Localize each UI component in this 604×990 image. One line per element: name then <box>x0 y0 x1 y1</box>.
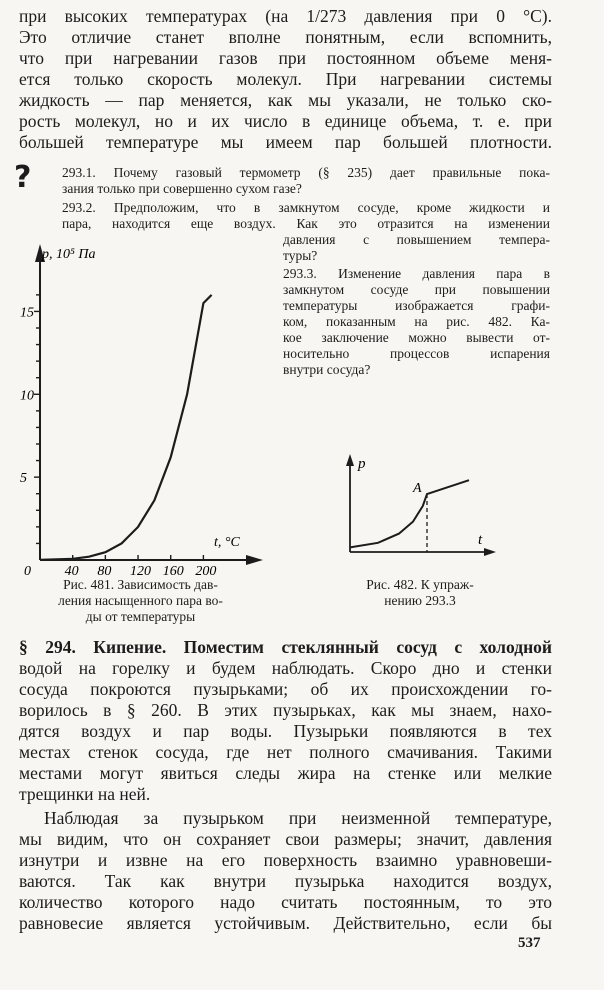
caption-line: ления насыщенного пара во- <box>58 593 223 608</box>
section-heading-line: § 294. Кипение. Поместим стеклянный сосуд с холодной <box>19 637 552 657</box>
caption-line: Рис. 481. Зависимость дав- <box>63 577 218 592</box>
caption-line: Рис. 482. К упраж- <box>366 577 474 592</box>
figure-482-chart <box>340 452 500 564</box>
caption-line: ды от температуры <box>85 609 196 624</box>
page-number: 537 <box>518 935 541 951</box>
y-tick-label: 10 <box>20 388 34 404</box>
text-line: Это отличие станет вполне понятным, если вспомнить, <box>19 27 552 47</box>
y-tick-label: 15 <box>20 305 34 321</box>
exercise-3-line: 293.3. Изменение давления пара в <box>283 266 550 281</box>
x-tick-label: 80 <box>97 564 112 575</box>
exercise-3-line: внутри сосуда? <box>283 362 371 377</box>
exercise-2-line: давления с повышением темпера- <box>283 232 550 247</box>
exercise-2-line: пара, находится еще воздух. Как это отразится на изменении <box>62 216 550 231</box>
text-line: ваются. Так как внутри пузырька находится воздух, <box>19 871 552 891</box>
x-axis-arrow <box>246 555 263 565</box>
text-line: большей температуре мы имеем пар большей плотности. <box>19 132 552 152</box>
text-line: ворилось в § 260. В этих пузырьках, как мы знаем, нахо- <box>19 700 552 720</box>
exercise-2-line: 293.2. Предположим, что в замкнутом сосуде, кроме жидкости и <box>62 200 550 215</box>
y-tick-label: 5 <box>20 471 27 487</box>
caption-line: нению 293.3 <box>384 593 456 608</box>
y-axis-arrow <box>346 454 354 466</box>
text-line: местами могут явиться следы жира на стенке или мелкие <box>19 763 552 783</box>
text-line: количество которого надо считать постоянным, то это <box>19 892 552 912</box>
text-line: рость молекул, но и их число в единице объема, т. е. при <box>19 111 552 131</box>
vapor-pressure-curve <box>40 295 212 560</box>
x-axis-label: t, °C <box>214 535 240 550</box>
text-line: местах стенок сосуда, где нет полного смачивания. Такими <box>19 742 552 762</box>
text-line: сосуда покроются пузырьками; об их происхождении го- <box>19 679 552 699</box>
exercise-1-line: 293.1. Почему газовый термометр (§ 235) дает правильные пока- <box>62 165 550 180</box>
exercise-3-line: замкнутом сосуде при повышении <box>283 282 550 297</box>
x-axis-label: t <box>478 532 483 548</box>
x-tick-label: 200 <box>195 564 217 575</box>
text-line: равновесие является устойчивым. Действительно, если бы <box>19 913 552 933</box>
question-mark-icon: ? <box>14 160 32 195</box>
x-tick-label: 0 <box>24 564 31 575</box>
text-line: мы видим, что он сохраняет свои размеры; значит, давления <box>19 829 552 849</box>
exercise-3-line: кое заключение можно вывести от- <box>283 330 550 345</box>
x-tick-label: 120 <box>130 564 152 575</box>
x-tick-label: 40 <box>64 564 79 575</box>
text-line: что при нагревании газов при постоянном объеме меня- <box>19 48 552 68</box>
exercise-2-line: туры? <box>283 248 318 263</box>
figure-482-caption <box>335 577 505 609</box>
exercise-1-line: зания только при совершенно сухом газе? <box>62 181 302 196</box>
x-axis-arrow <box>484 548 496 556</box>
text-line: жидкость — пар меняется, как мы указали, не только ско- <box>19 90 552 110</box>
y-axis-label: p, 10⁵ Па <box>42 247 96 262</box>
figure-481-caption <box>28 577 253 625</box>
text-line: ется только скорость молекул. При нагревании системы <box>19 69 552 89</box>
y-axis-label: p <box>358 456 366 472</box>
x-tick-label: 160 <box>162 564 184 575</box>
text-line: трещинки на ней. <box>19 784 151 804</box>
point-a-label: A <box>413 481 422 497</box>
figure-481-chart <box>18 240 263 575</box>
pressure-curve <box>350 480 469 547</box>
text-line: Наблюдая за пузырьком при неизменной температуре, <box>44 808 552 828</box>
exercise-3-line: носительно процессов испарения <box>283 346 550 361</box>
exercise-3-line: ком, показанным на рис. 482. Ка- <box>283 314 550 329</box>
text-line: при высоких температурах (на 1/273 давления при 0 °С). <box>19 6 552 26</box>
text-line: изнутри и извне на его поверхность взаимно уравновеши- <box>19 850 552 870</box>
text-line: водой на горелку и будем наблюдать. Скоро дно и стенки <box>19 658 552 678</box>
text-line: дятся воздух и пар воды. Пузырьки появляются в тех <box>19 721 552 741</box>
exercise-3-line: температуры изображается графи- <box>283 298 550 313</box>
